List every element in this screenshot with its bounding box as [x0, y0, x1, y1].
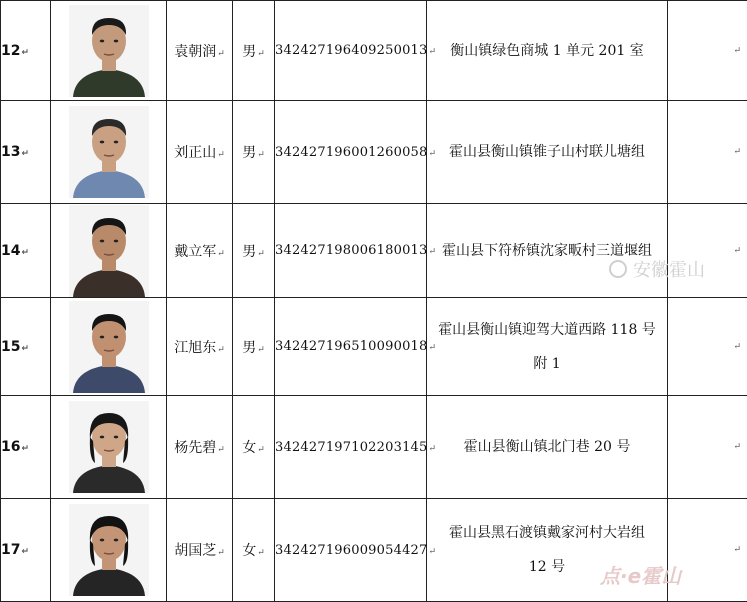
note-cell: ↵ [668, 499, 747, 602]
address-cell [427, 396, 668, 499]
row-number: 12↵ [1, 1, 51, 101]
row-number: 17↵ [1, 499, 51, 602]
portrait-figure [69, 504, 149, 596]
row-number: 15↵ [1, 298, 51, 396]
address-line: 霍山县下符桥镇沈家畈村三道堰组 [427, 234, 667, 268]
table-row [1, 204, 747, 298]
address-cell [427, 298, 668, 396]
gender-cell: 女↵ [233, 396, 275, 499]
photo-cell [51, 204, 167, 298]
note-cell: ↵ [668, 1, 747, 101]
watermark-logo-icon [609, 260, 627, 278]
portrait-photo [69, 301, 149, 393]
photo-cell [51, 101, 167, 204]
address-line: 霍山县黑石渡镇戴家河村大岩组 [427, 516, 667, 550]
gender-cell: 男↵ [233, 101, 275, 204]
id-number-cell: 342427196001260058↵ [275, 101, 427, 204]
address-line: 霍山县衡山镇锥子山村联儿塘组 [427, 135, 667, 169]
portrait-photo [69, 205, 149, 297]
portrait-figure [69, 401, 149, 493]
gender-cell: 女↵ [233, 499, 275, 602]
note-cell: ↵ [668, 396, 747, 499]
name-cell: 杨先碧↵ [167, 396, 233, 499]
table-row [1, 298, 747, 396]
id-number-cell: 342427198006180013↵ [275, 204, 427, 298]
id-number-cell: 342427197102203145↵ [275, 396, 427, 499]
note-cell: ↵ [668, 101, 747, 204]
photo-cell [51, 1, 167, 101]
table-row [1, 1, 747, 101]
portrait-photo [69, 5, 149, 97]
address-line: 12 号 [427, 550, 667, 584]
row-number: 14↵ [1, 204, 51, 298]
name-cell: 戴立军↵ [167, 204, 233, 298]
id-number-cell: 342427196009054427↵ [275, 499, 427, 602]
portrait-photo [69, 106, 149, 198]
address-cell [427, 1, 668, 101]
portrait-photo [69, 504, 149, 596]
address-line: 衡山镇绿色商城 1 单元 201 室 [427, 34, 667, 68]
gender-cell: 男↵ [233, 1, 275, 101]
portrait-figure [69, 5, 149, 97]
name-cell: 胡国芝↵ [167, 499, 233, 602]
address-line: 霍山县衡山镇北门巷 20 号 [427, 430, 667, 464]
address-line: 霍山县衡山镇迎驾大道西路 118 号 [427, 313, 667, 347]
note-cell: ↵ [668, 298, 747, 396]
row-number: 16↵ [1, 396, 51, 499]
gender-cell: 男↵ [233, 204, 275, 298]
address-line: 附 1 [427, 347, 667, 381]
address-cell [427, 101, 668, 204]
id-number-cell: 342427196510090018↵ [275, 298, 427, 396]
photo-cell [51, 396, 167, 499]
portrait-photo [69, 401, 149, 493]
name-cell: 刘正山↵ [167, 101, 233, 204]
gender-cell: 男↵ [233, 298, 275, 396]
name-cell: 袁朝润↵ [167, 1, 233, 101]
row-number: 13↵ [1, 101, 51, 204]
address-cell [427, 204, 668, 298]
name-cell: 江旭东↵ [167, 298, 233, 396]
photo-cell [51, 298, 167, 396]
watermark-corner: 点·e霍山 [600, 560, 681, 589]
note-cell: ↵ [668, 204, 747, 298]
portrait-figure [69, 301, 149, 393]
portrait-figure [69, 106, 149, 198]
table-row [1, 396, 747, 499]
portrait-figure [69, 205, 149, 297]
table-row [1, 101, 747, 204]
watermark-main: 安徽霍山 [609, 256, 705, 282]
id-number-cell: 342427196409250013↵ [275, 1, 427, 101]
photo-cell [51, 499, 167, 602]
